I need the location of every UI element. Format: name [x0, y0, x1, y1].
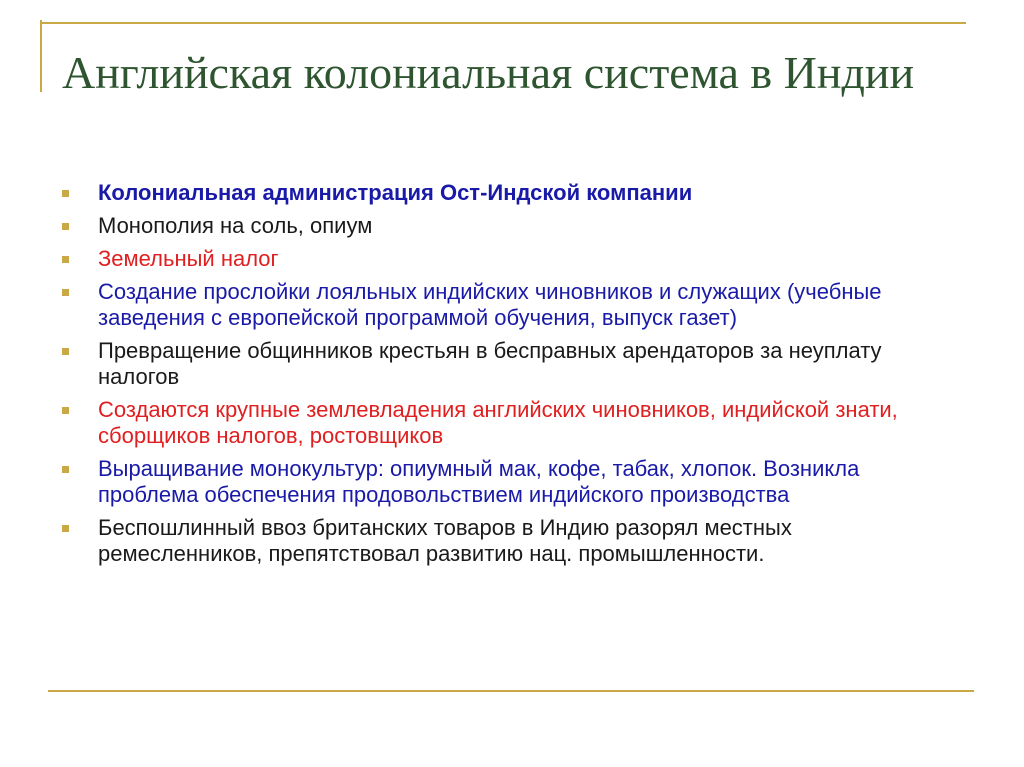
- square-bullet-icon: [62, 190, 69, 197]
- bullet-item: [60, 279, 960, 331]
- bullet-item: [60, 246, 960, 272]
- bullet-text: Земельный налог: [98, 246, 279, 271]
- bullet-item: [60, 213, 960, 239]
- square-bullet-icon: [62, 289, 69, 296]
- bullet-list: [60, 180, 960, 574]
- square-bullet-icon: [62, 256, 69, 263]
- square-bullet-icon: [62, 407, 69, 414]
- bullet-item: [60, 180, 960, 206]
- bullet-text: Колониальная администрация Ост-Индской компании: [98, 180, 693, 205]
- bullet-text: Выращивание монокультур: опиумный мак, кофе, табак, хлопок. Возникла проблема обеспечения продовольствием индийского производства: [98, 456, 860, 507]
- bullet-item: [60, 338, 960, 390]
- bullet-item: [60, 456, 960, 508]
- square-bullet-icon: [62, 466, 69, 473]
- decorative-vertical-line: [40, 20, 42, 92]
- square-bullet-icon: [62, 223, 69, 230]
- bullet-text: Превращение общинников крестьян в бесправных арендаторов за неуплату налогов: [98, 338, 882, 389]
- bullet-item: [60, 397, 960, 449]
- decorative-top-line: [40, 22, 966, 24]
- bullet-text: Монополия на соль, опиум: [98, 213, 373, 238]
- bullet-text: Создание прослойки лояльных индийских чиновников и служащих (учебные заведения с европейской программой обучения, выпуск газет): [98, 279, 882, 330]
- slide-title: Английская колониальная система в Индии: [62, 47, 915, 98]
- bullet-item: [60, 515, 960, 567]
- square-bullet-icon: [62, 525, 69, 532]
- decorative-bottom-line: [48, 690, 974, 692]
- bullet-text: Создаются крупные землевладения английских чиновников, индийской знати, сборщиков налогов, ростовщиков: [98, 397, 898, 448]
- square-bullet-icon: [62, 348, 69, 355]
- bullet-text: Беспошлинный ввоз британских товаров в Индию разорял местных ремесленников, препятствовал развитию нац. промышленности.: [98, 515, 792, 566]
